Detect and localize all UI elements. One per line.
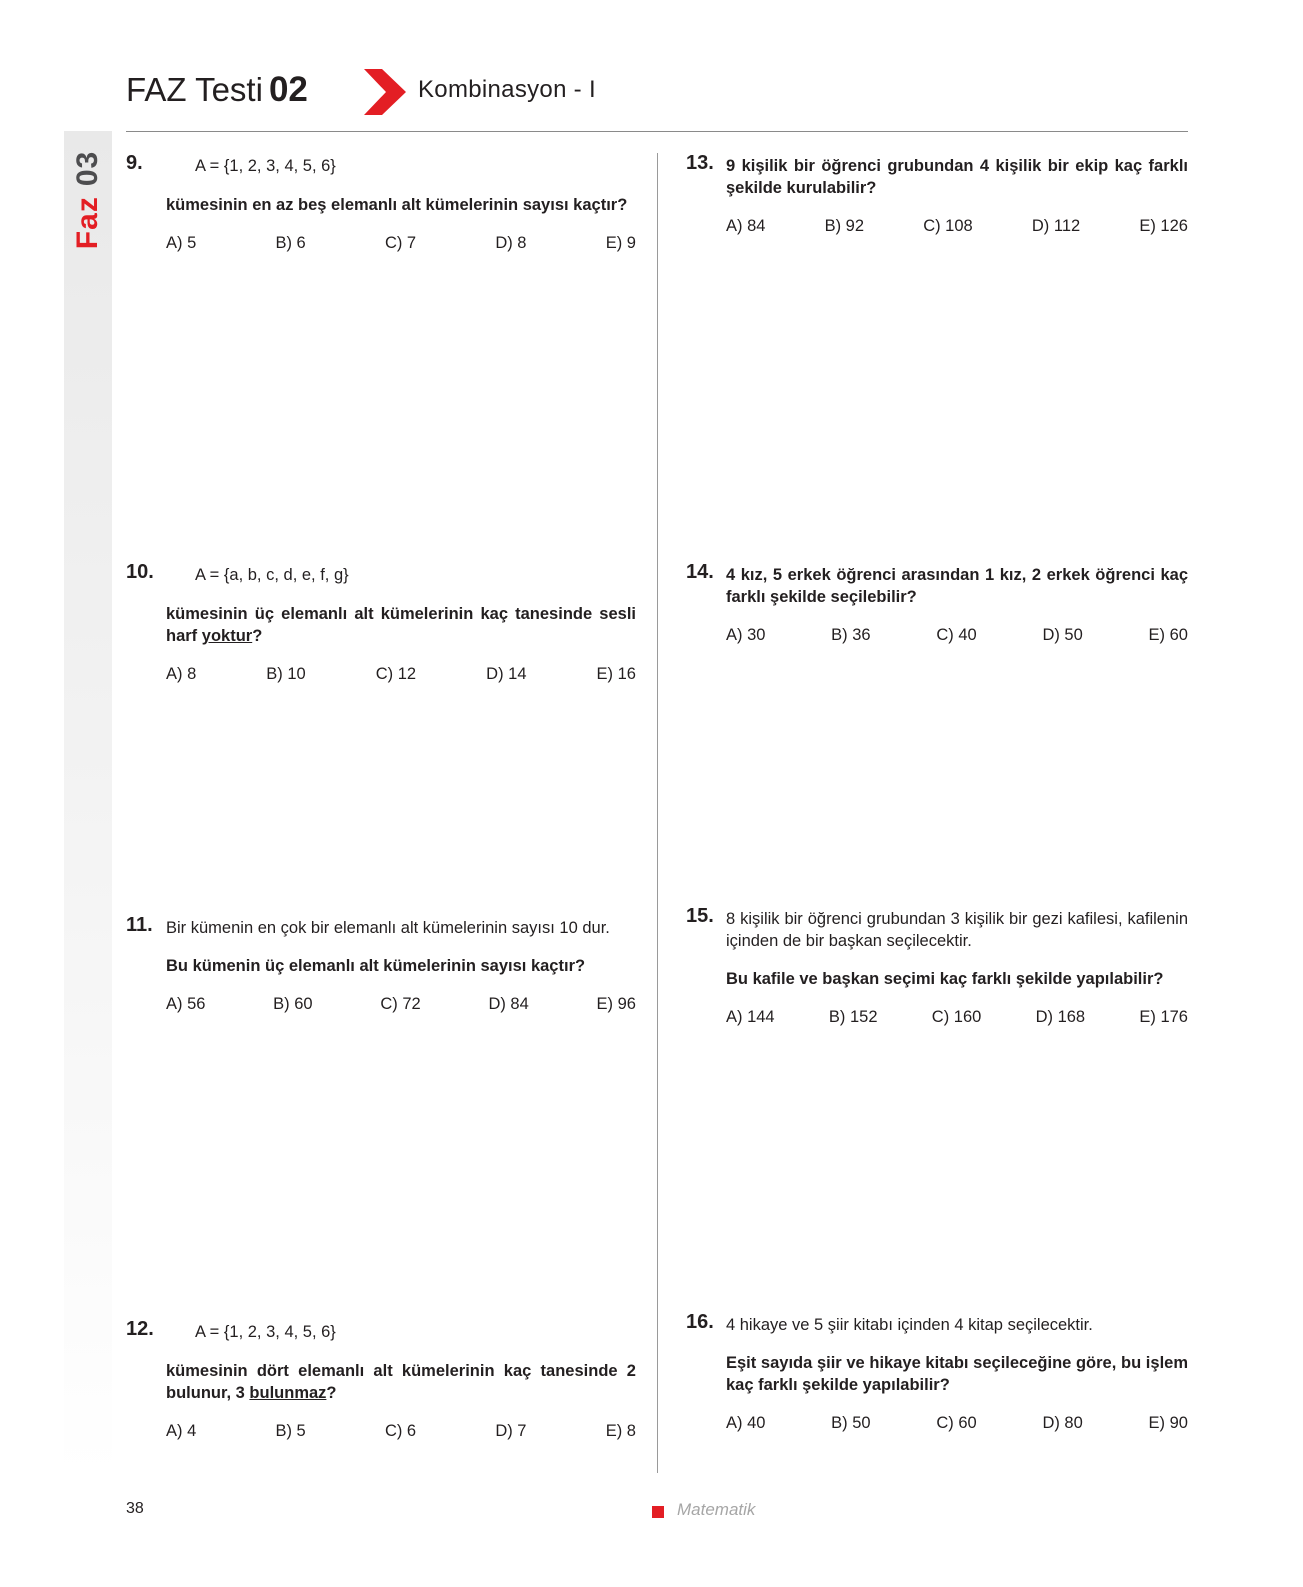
question-number: 16. — [686, 1311, 714, 1333]
choice-b[interactable]: B) 50 — [831, 1414, 871, 1432]
question-10 — [126, 561, 636, 685]
question-text-main: kümesinin üç elemanlı alt kümelerinin kaç tanesinde sesli harf — [166, 605, 636, 645]
choice-b[interactable]: B) 6 — [275, 234, 306, 252]
question-15 — [686, 905, 1188, 1028]
question-text-main: kümesinin dört elemanlı alt kümelerinin kaç tanesinde 2 bulunur, 3 — [166, 1362, 636, 1402]
choice-d[interactable]: D) 84 — [488, 995, 529, 1013]
choice-b[interactable]: B) 60 — [273, 995, 313, 1013]
choice-e[interactable]: E) 126 — [1139, 217, 1188, 235]
question-intro: 8 kişilik bir öğrenci grubundan 3 kişilik bir gezi kafilesi, kafilenin içinden de bir başkan seçilecektir. — [726, 910, 1188, 950]
choice-c[interactable]: C) 6 — [384, 1422, 417, 1440]
choice-c[interactable]: C) 108 — [923, 217, 973, 235]
choice-d[interactable]: D) 80 — [1042, 1414, 1083, 1432]
question-14 — [686, 561, 1188, 646]
choice-e[interactable]: E) 16 — [596, 665, 636, 683]
choice-e[interactable]: E) 9 — [605, 234, 636, 252]
side-tab-faz: Faz — [71, 196, 104, 250]
choice-b[interactable]: B) 5 — [275, 1422, 306, 1440]
question-9 — [126, 152, 636, 254]
choice-e[interactable]: E) 176 — [1139, 1008, 1188, 1026]
question-intro: Bir kümenin en çok bir elemanlı alt kümelerinin sayısı 10 dur. — [166, 919, 610, 937]
header-divider — [126, 131, 1188, 132]
question-number: 10. — [126, 561, 154, 583]
square-bullet-icon — [652, 1506, 664, 1518]
question-number: 15. — [686, 905, 714, 927]
subject-label: Matematik — [677, 1500, 756, 1519]
side-strip — [64, 131, 112, 1476]
choice-a[interactable]: A) 30 — [726, 626, 766, 644]
choice-e[interactable]: E) 96 — [596, 995, 636, 1013]
question-number: 14. — [686, 561, 714, 583]
choice-d[interactable]: D) 112 — [1031, 217, 1081, 235]
question-set: A = {a, b, c, d, e, f, g} — [195, 566, 349, 584]
question-12 — [126, 1318, 636, 1442]
choice-a[interactable]: A) 40 — [726, 1414, 766, 1432]
choice-a[interactable]: A) 5 — [166, 234, 197, 252]
question-text-end: ? — [326, 1384, 337, 1402]
question-text: Eşit sayıda şiir ve hikaye kitabı seçileceğine göre, bu işlem kaç farklı şekilde yapılabilir? — [726, 1354, 1188, 1394]
choice-e[interactable]: E) 90 — [1148, 1414, 1188, 1432]
page-number: 38 — [126, 1500, 144, 1517]
answer-choices — [166, 1420, 636, 1442]
question-13 — [686, 152, 1188, 237]
choice-c[interactable]: C) 160 — [931, 1008, 982, 1026]
choice-d[interactable]: D) 14 — [486, 665, 527, 683]
choice-c[interactable]: C) 7 — [384, 234, 417, 252]
choice-c[interactable]: C) 60 — [936, 1414, 977, 1432]
choice-a[interactable]: A) 144 — [726, 1008, 775, 1026]
choice-a[interactable]: A) 8 — [166, 665, 197, 683]
side-tab-label — [71, 151, 105, 249]
question-text: Bu kafile ve başkan seçimi kaç farklı şekilde yapılabilir? — [726, 970, 1164, 988]
choice-d[interactable]: D) 8 — [495, 234, 527, 252]
column-divider — [657, 153, 658, 1473]
question-number: 13. — [686, 152, 714, 174]
answer-choices — [726, 1412, 1188, 1434]
test-topic: Kombinasyon - I — [418, 76, 596, 103]
test-number: 02 — [268, 70, 308, 109]
question-set: A = {1, 2, 3, 4, 5, 6} — [195, 157, 336, 175]
choice-b[interactable]: B) 152 — [828, 1008, 878, 1026]
side-tab-number: 03 — [71, 150, 104, 187]
choice-d[interactable]: D) 7 — [495, 1422, 527, 1440]
test-series: FAZ Testi — [126, 71, 263, 108]
choice-e[interactable]: E) 8 — [605, 1422, 636, 1440]
question-emphasis: yoktur — [201, 627, 253, 645]
question-text: Bu kümenin üç elemanlı alt kümelerinin sayısı kaçtır? — [166, 957, 586, 975]
choice-c[interactable]: C) 40 — [936, 626, 977, 644]
choice-b[interactable]: B) 10 — [266, 665, 306, 683]
question-text: kümesinin en az beş elemanlı alt kümelerinin sayısı kaçtır? — [166, 196, 628, 214]
question-16 — [686, 1311, 1188, 1434]
choice-c[interactable]: C) 72 — [380, 995, 421, 1013]
question-number: 12. — [126, 1318, 154, 1340]
choice-b[interactable]: B) 36 — [831, 626, 871, 644]
choice-d[interactable]: D) 50 — [1042, 626, 1083, 644]
answer-choices — [726, 624, 1188, 646]
answer-choices — [166, 232, 636, 254]
answer-choices — [166, 993, 636, 1015]
choice-b[interactable]: B) 92 — [824, 217, 865, 235]
chevron-right-icon — [364, 69, 406, 115]
choice-d[interactable]: D) 168 — [1035, 1008, 1086, 1026]
answer-choices — [726, 1006, 1188, 1028]
question-text: 4 kız, 5 erkek öğrenci arasından 1 kız, 2 erkek öğrenci kaç farklı şekilde seçilebilir? — [726, 566, 1188, 606]
choice-a[interactable]: A) 84 — [726, 217, 766, 235]
choice-a[interactable]: A) 56 — [166, 995, 206, 1013]
question-number: 9. — [126, 152, 143, 174]
question-emphasis: bulunmaz — [249, 1384, 327, 1402]
question-intro: 4 hikaye ve 5 şiir kitabı içinden 4 kitap seçilecektir. — [726, 1316, 1093, 1334]
choice-e[interactable]: E) 60 — [1148, 626, 1188, 644]
question-text-end: ? — [252, 627, 263, 645]
choice-a[interactable]: A) 4 — [166, 1422, 197, 1440]
question-text: 9 kişilik bir öğrenci grubundan 4 kişilik bir ekip kaç farklı şekilde kurulabilir? — [726, 157, 1188, 197]
answer-choices — [726, 215, 1188, 237]
question-11 — [126, 914, 636, 1015]
question-text — [166, 603, 636, 647]
question-set: A = {1, 2, 3, 4, 5, 6} — [195, 1323, 336, 1341]
choice-c[interactable]: C) 12 — [375, 665, 417, 683]
question-number: 11. — [126, 914, 153, 936]
answer-choices — [166, 663, 636, 685]
question-text — [166, 1360, 636, 1404]
test-title — [126, 70, 308, 110]
